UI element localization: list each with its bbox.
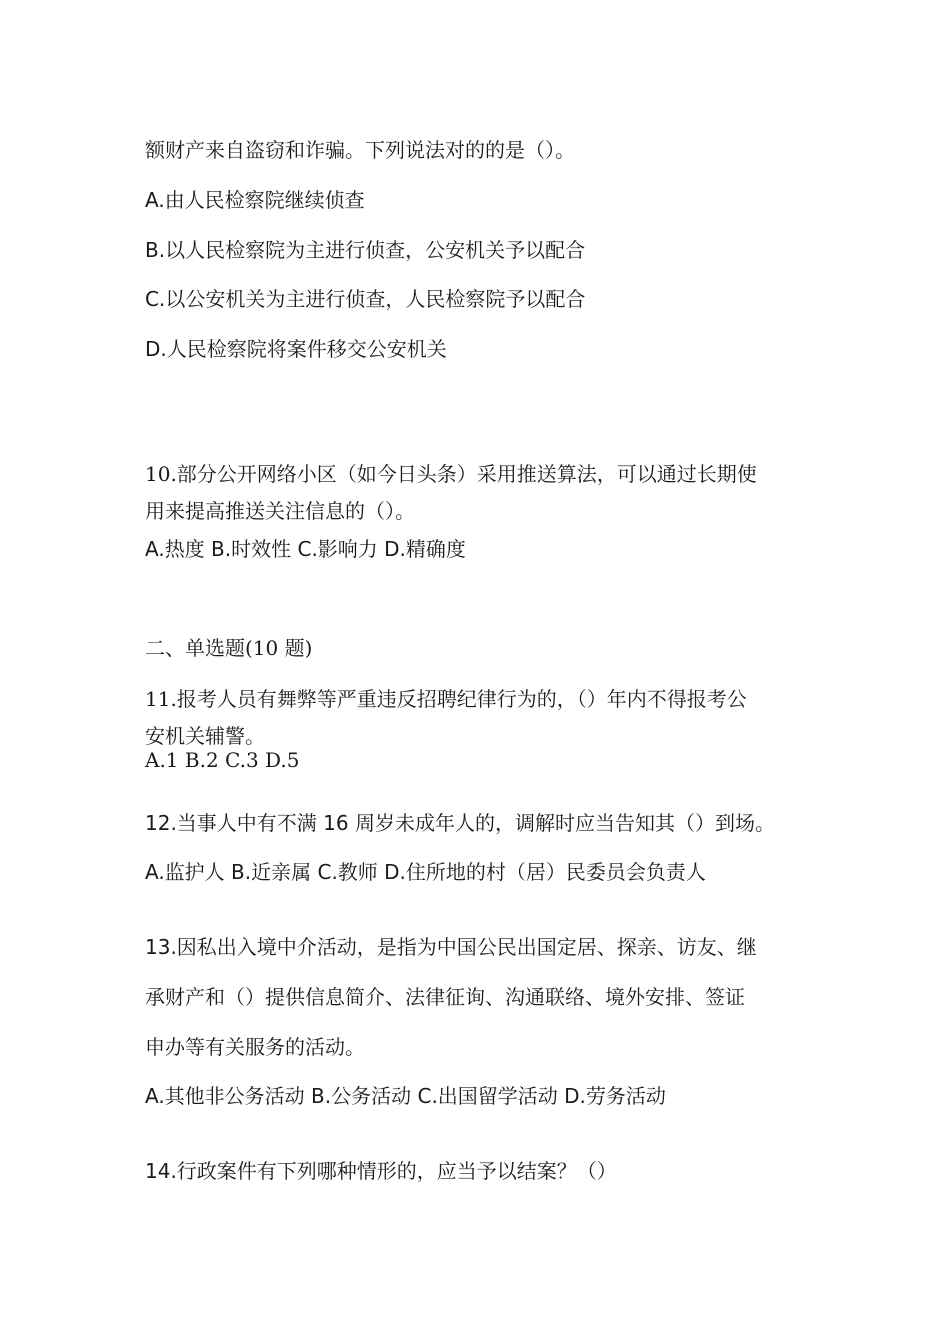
q10-stem-line-1: 10.部分公开网络小区（如今日头条）采用推送算法，可以通过长期使	[145, 462, 757, 486]
q10-options: A.热度 B.时效性 C.影响力 D.精确度	[145, 537, 466, 561]
q13-options: A.其他非公务活动 B.公务活动 C.出国留学活动 D.劳务活动	[145, 1084, 666, 1108]
q9-option-a: A.由人民检察院继续侦查	[145, 188, 365, 212]
q13-stem-line-2: 承财产和（）提供信息简介、法律征询、沟通联络、境外安排、签证	[145, 985, 745, 1009]
q9-option-c: C.以公安机关为主进行侦查，人民检察院予以配合	[145, 287, 586, 311]
q13-stem-line-1: 13.因私出入境中介活动，是指为中国公民出国定居、探亲、访友、继	[145, 935, 757, 959]
q12-options: A.监护人 B.近亲属 C.教师 D.住所地的村（居）民委员会负责人	[145, 860, 706, 884]
q12-stem: 12.当事人中有不满 16 周岁未成年人的，调解时应当告知其（）到场。	[145, 811, 775, 835]
section-heading: 二、单选题(10 题)	[145, 636, 313, 660]
q9-option-b: B.以人民检察院为主进行侦查，公安机关予以配合	[145, 238, 586, 262]
q11-stem-line-2: 安机关辅警。	[145, 724, 265, 748]
q11-options: A.1 B.2 C.3 D.5	[145, 748, 300, 772]
q13-stem-line-3: 申办等有关服务的活动。	[145, 1035, 365, 1059]
q11-stem-line-1: 11.报考人员有舞弊等严重违反招聘纪律行为的，（）年内不得报考公	[145, 687, 747, 711]
q10-stem-line-2: 用来提高推送关注信息的（）。	[145, 499, 415, 523]
q9-option-d: D.人民检察院将案件移交公安机关	[145, 337, 447, 361]
q9-stem-tail: 额财产来自盗窃和诈骗。下列说法对的的是（）。	[145, 138, 575, 162]
q14-stem: 14.行政案件有下列哪种情形的，应当予以结案？（）	[145, 1159, 617, 1183]
